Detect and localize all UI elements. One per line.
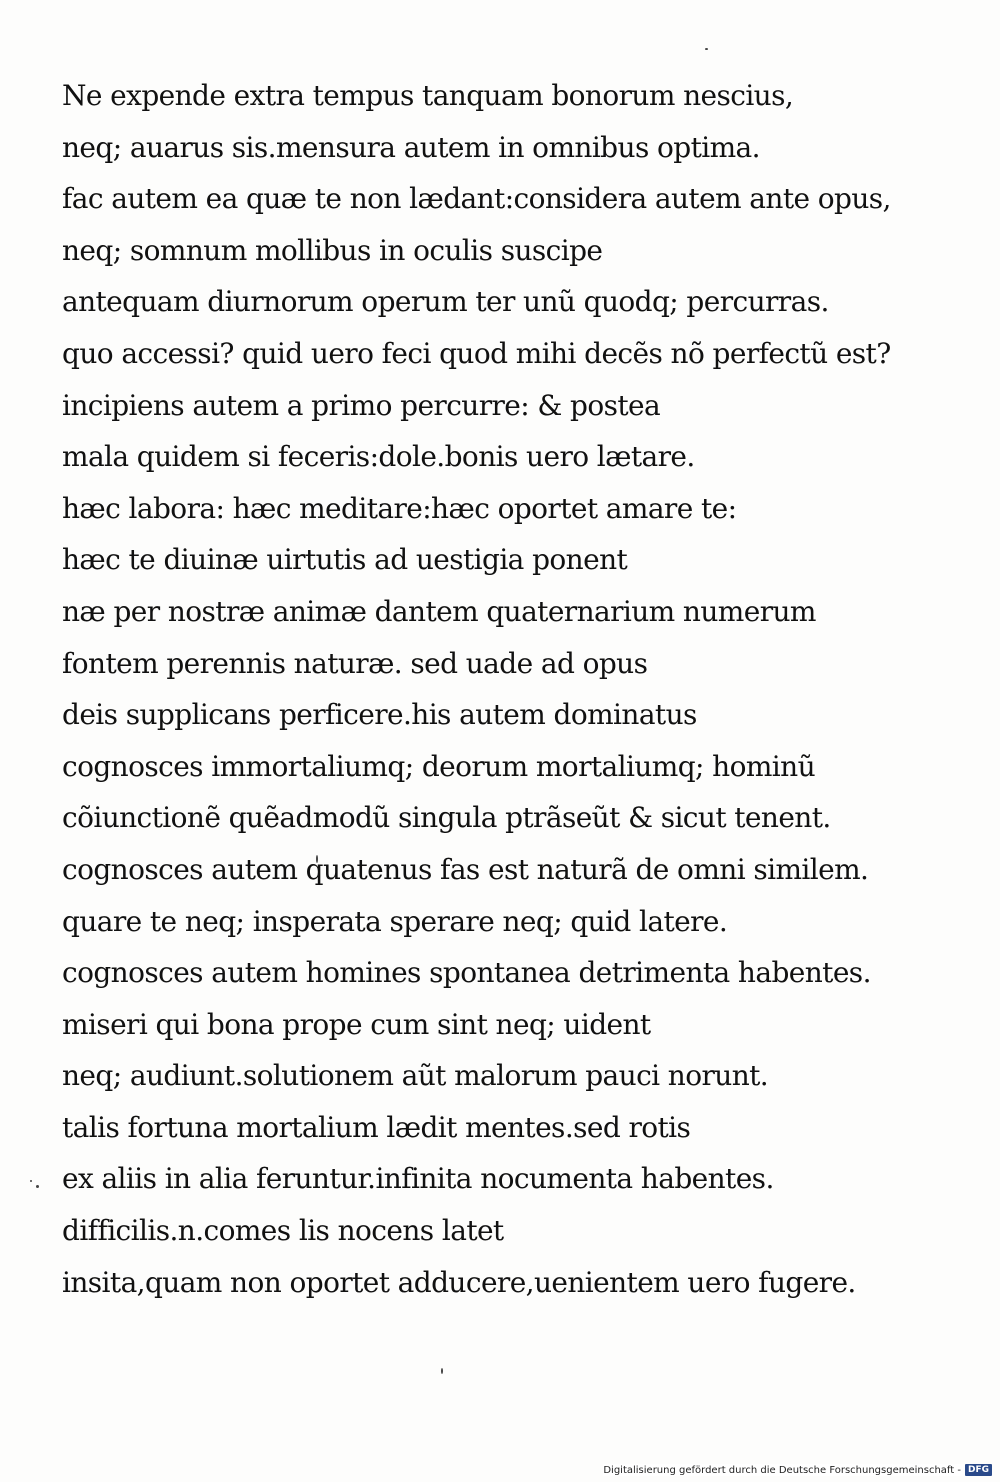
text-line: neq; auarus sis.mensura autem in omnibus optima. — [62, 130, 760, 164]
text-line: difficilis.n.comes lis nocens latet — [62, 1214, 504, 1248]
paper-speck — [705, 48, 708, 50]
digitization-credit — [603, 1464, 992, 1476]
text-line: hæc labora: hæc meditare:hæc oportet amare te: — [62, 491, 737, 525]
text-line: miseri qui bona prope cum sint neq; uident — [62, 1007, 651, 1041]
credit-text: Digitalisierung gefördert durch die Deutsche Forschungsgemeinschaft - — [603, 1464, 961, 1476]
text-line: cognosces autem quatenus fas est naturã de omni similem. — [62, 852, 869, 886]
paper-speck — [36, 1185, 39, 1188]
text-line: insita,quam non oportet adducere,uenientem uero fugere. — [62, 1265, 856, 1299]
paper-speck — [441, 1368, 443, 1374]
text-line: cõiunctionẽ quẽadmodũ singula ptrãseũt & sicut tenent. — [62, 801, 831, 835]
text-line: deis supplicans perficere.his autem dominatus — [62, 698, 697, 732]
text-line: fontem perennis naturæ. sed uade ad opus — [62, 646, 648, 680]
text-line: neq; audiunt.solutionem aũt malorum pauci norunt. — [62, 1059, 769, 1093]
text-line: hæc te diuinæ uirtutis ad uestigia ponent — [62, 543, 628, 577]
text-line: antequam diurnorum operum ter unũ quodq; percurras. — [62, 285, 829, 319]
text-line: ex aliis in alia feruntur.infinita nocumenta habentes. — [62, 1162, 774, 1196]
text-line: næ per nostræ animæ dantem quaternarium numerum — [62, 594, 816, 628]
text-line: talis fortuna mortalium lædit mentes.sed rotis — [62, 1110, 691, 1144]
text-line: Ne expende extra tempus tanquam bonorum nescius, — [62, 79, 794, 112]
text-line: fac autem ea quæ te non lædant:considera autem ante opus, — [62, 182, 891, 216]
text-line: mala quidem si feceris:dole.bonis uero lætare. — [62, 440, 695, 474]
text-line: quo accessi? quid uero feci quod mihi decẽs nõ perfectũ est? — [62, 336, 891, 370]
text-line: cognosces autem homines spontanea detrimenta habentes. — [62, 956, 871, 990]
text-line: neq; somnum mollibus in oculis suscipe — [62, 233, 603, 267]
paper-speck — [30, 1180, 32, 1182]
verse-text — [62, 70, 942, 1308]
text-line: incipiens autem a primo percurre: & postea — [62, 388, 661, 422]
text-line: quare te neq; insperata sperare neq; quid latere. — [62, 904, 728, 938]
dfg-logo: DFG — [965, 1464, 992, 1476]
text-line: cognosces immortaliumq; deorum mortaliumq; hominũ — [62, 749, 816, 783]
